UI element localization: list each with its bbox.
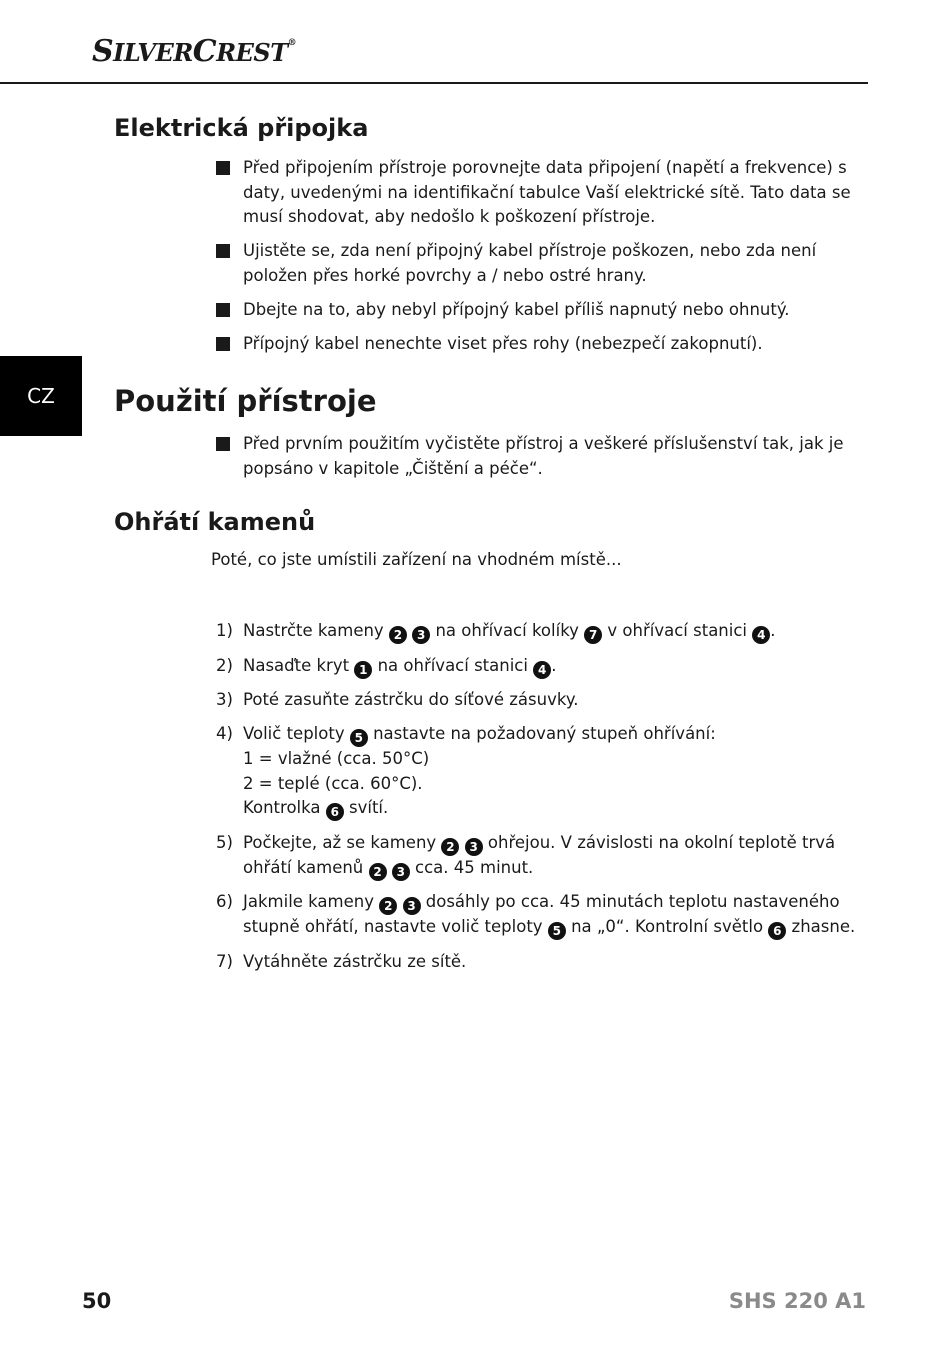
- part-number-badge: 3: [392, 863, 410, 881]
- square-bullet-icon: [216, 337, 230, 351]
- step-text: Jakmile kameny 2 3 dosáhly po cca. 45 minutách teplotu nastaveného stupně ohřátí, nastavte volič teploty 5 na „0“. Kontrolní světlo 6 zhasne.: [243, 892, 856, 938]
- step-text: Vytáhněte zástrčku ze sítě.: [243, 951, 467, 971]
- part-number-badge: 2: [379, 897, 397, 915]
- part-number-badge: 2: [369, 863, 387, 881]
- step-text: Nasaďte kryt 1 na ohřívací stanici 4 .: [243, 655, 557, 677]
- square-bullet-icon: [216, 437, 230, 451]
- part-number-badge: 5: [350, 729, 368, 747]
- step-number: 3): [216, 690, 233, 709]
- list-item: [216, 156, 856, 230]
- step-item: [216, 654, 856, 679]
- step-text: Nastrčte kameny 2 3 na ohřívací kolíky 7 v ohřívací stanici 4 .: [243, 621, 776, 642]
- step-item: [216, 950, 856, 975]
- model-number: SHS 220 A1: [728, 1289, 866, 1313]
- step-text: Volič teploty 5 nastavte na požadovaný stupeň ohřívání: 1 = vlažné (cca. 50°C) 2 = teplé (cca. 60°C). Kontrolka 6 svítí.: [243, 724, 716, 819]
- step-text: Počkejte, až se kameny 2 3 ohřejou. V závislosti na okolní teplotě trvá ohřátí kamenů 2 3 cca. 45 minut.: [243, 832, 836, 879]
- section-title-connection: Elektrická připojka: [114, 114, 369, 142]
- part-number-badge: 5: [548, 922, 566, 940]
- list-item-text: Před prvním použitím vyčistěte přístroj a veškeré příslušenství tak, jak je popsáno v kapitole „Čištění a péče“.: [243, 434, 844, 478]
- square-bullet-icon: [216, 303, 230, 317]
- step-number: 2): [216, 655, 233, 675]
- section-title-usage: Použití přístroje: [114, 384, 377, 418]
- step-number: 6): [216, 892, 233, 911]
- step-text: Poté zasuňte zástrčku do síťové zásuvky.: [243, 690, 579, 709]
- step-item: [216, 688, 856, 713]
- step-item: [216, 722, 856, 821]
- part-number-badge: 7: [584, 626, 602, 644]
- list-item: [216, 432, 856, 481]
- list-item: [216, 298, 856, 323]
- language-tab: CZ: [0, 356, 82, 436]
- square-bullet-icon: [216, 161, 230, 175]
- part-number-badge: 6: [326, 803, 344, 821]
- step-item: [216, 619, 856, 644]
- part-number-badge: 2: [389, 626, 407, 644]
- step-number: 4): [216, 724, 233, 743]
- list-item-text: Dbejte na to, aby nebyl přípojný kabel příliš napnutý nebo ohnutý.: [243, 299, 790, 319]
- header-rule: [0, 82, 868, 84]
- part-number-badge: 3: [403, 897, 421, 915]
- step-number: 5): [216, 832, 233, 852]
- heating-steps: [216, 619, 856, 984]
- square-bullet-icon: [216, 244, 230, 258]
- usage-list: [216, 432, 856, 491]
- step-number: 7): [216, 951, 233, 971]
- connection-list: [216, 156, 856, 366]
- part-number-badge: 4: [533, 661, 551, 679]
- part-number-badge: 6: [768, 922, 786, 940]
- brand-logo: SILVERCREST®: [92, 34, 297, 69]
- part-number-badge: 1: [354, 661, 372, 679]
- step-item: [216, 831, 856, 881]
- list-item-text: Před připojením přístroje porovnejte data připojení (napětí a frekvence) s daty, uvedenými na identifikační tabulce Vaší elektrické sítě. Tato data se musí shodovat, aby nedošlo k poškození přístroje.: [243, 158, 851, 226]
- part-number-badge: 3: [465, 838, 483, 856]
- page-number: 50: [82, 1289, 112, 1313]
- part-number-badge: 3: [412, 626, 430, 644]
- part-number-badge: 2: [441, 838, 459, 856]
- section-title-heating: Ohřátí kamenů: [114, 508, 316, 536]
- heating-intro: Poté, co jste umístili zařízení na vhodném místě...: [211, 550, 622, 569]
- list-item: [216, 332, 856, 357]
- part-number-badge: 4: [752, 626, 770, 644]
- list-item-text: Ujistěte se, zda není připojný kabel přístroje poškozen, nebo zda není položen přes horké povrchy a / nebo ostré hrany.: [243, 241, 817, 285]
- step-number: 1): [216, 621, 233, 640]
- step-item: [216, 890, 856, 940]
- list-item: [216, 239, 856, 288]
- list-item-text: Přípojný kabel nenechte viset přes rohy (nebezpečí zakopnutí).: [243, 333, 763, 353]
